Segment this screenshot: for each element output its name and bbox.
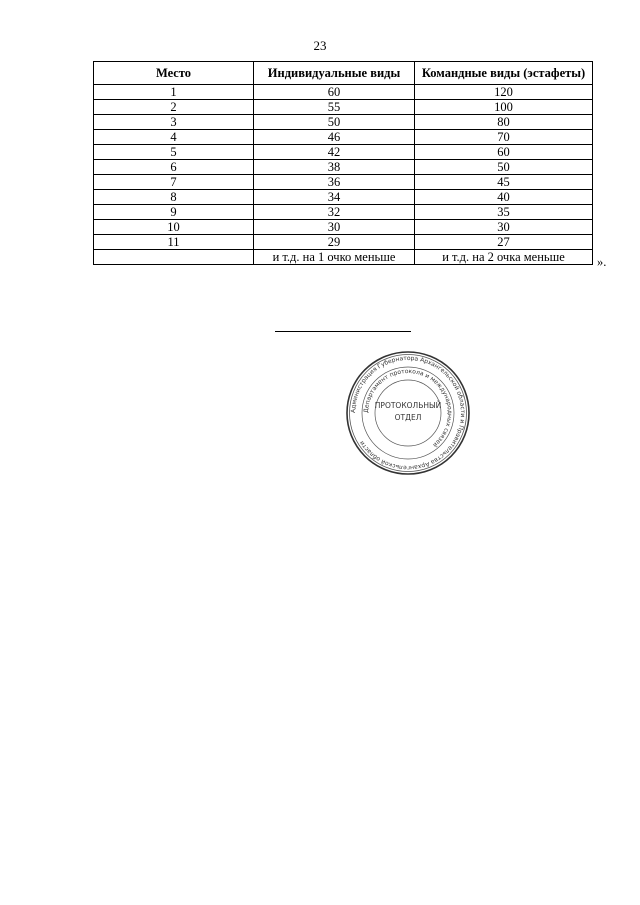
table-row [94, 235, 593, 250]
table-cell: 11 [94, 235, 254, 250]
table-cell: 45 [415, 175, 593, 190]
closing-quote: ». [597, 255, 607, 269]
table-row [94, 220, 593, 235]
table-cell [94, 250, 254, 265]
signature-line [275, 331, 411, 332]
table-row [94, 145, 593, 160]
table-cell: 27 [415, 235, 593, 250]
table-row [94, 205, 593, 220]
table-cell: 40 [415, 190, 593, 205]
table-row-footnote [94, 250, 593, 265]
table-cell: 2 [94, 100, 254, 115]
table-cell: 80 [415, 115, 593, 130]
table-cell: 9 [94, 205, 254, 220]
table-cell: 46 [254, 130, 415, 145]
table-cell: 60 [415, 145, 593, 160]
table-cell: 120 [415, 85, 593, 100]
table-header-row [94, 62, 593, 85]
table-cell: 38 [254, 160, 415, 175]
table-cell: и т.д. на 1 очко меньше [254, 250, 415, 265]
stamp-center-line2: ОТДЕЛ [394, 413, 422, 422]
table-cell: 6 [94, 160, 254, 175]
table-cell: 10 [94, 220, 254, 235]
stamp-center-line1: ПРОТОКОЛЬНЫЙ [374, 401, 442, 410]
column-header-team: Командные виды (эстафеты) [415, 62, 593, 85]
table-row [94, 175, 593, 190]
table-cell: 5 [94, 145, 254, 160]
table-cell: 70 [415, 130, 593, 145]
table-row [94, 85, 593, 100]
official-stamp [345, 350, 471, 476]
table-cell: 4 [94, 130, 254, 145]
table-cell: 30 [415, 220, 593, 235]
table-cell: 50 [254, 115, 415, 130]
table-cell: 35 [415, 205, 593, 220]
page-number: 23 [313, 38, 327, 53]
table-cell: 34 [254, 190, 415, 205]
table-cell: 42 [254, 145, 415, 160]
table-cell: 7 [94, 175, 254, 190]
table-cell: 32 [254, 205, 415, 220]
table-cell: 1 [94, 85, 254, 100]
table-cell: 36 [254, 175, 415, 190]
table-row [94, 190, 593, 205]
table-cell: 50 [415, 160, 593, 175]
table-cell: 60 [254, 85, 415, 100]
table-row [94, 115, 593, 130]
points-table [93, 61, 593, 265]
table-row [94, 160, 593, 175]
table-cell: 55 [254, 100, 415, 115]
table-cell: 8 [94, 190, 254, 205]
table-cell: 3 [94, 115, 254, 130]
table-row [94, 130, 593, 145]
stamp-outer-text: Администрация Губернатора Архангельской области и Правительства Архангельской области [349, 354, 467, 472]
column-header-individual: Индивидуальные виды [254, 62, 415, 85]
table-cell: 100 [415, 100, 593, 115]
table-cell: 29 [254, 235, 415, 250]
table-cell: 30 [254, 220, 415, 235]
table-row [94, 100, 593, 115]
stamp-inner-text: Департамент протокола и международных связей [362, 367, 454, 449]
table-cell: и т.д. на 2 очка меньше [415, 250, 593, 265]
column-header-place: Место [94, 62, 254, 85]
